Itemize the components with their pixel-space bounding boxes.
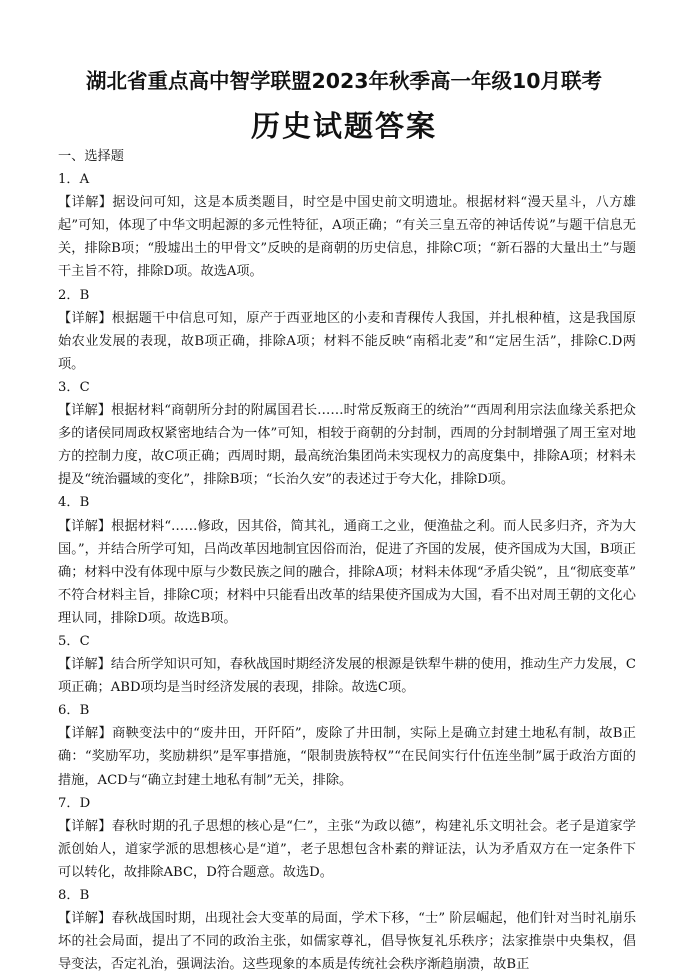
- question-number: 4．B: [58, 495, 90, 511]
- question-number: 3．C: [58, 379, 90, 395]
- answer-body: [58, 145, 636, 976]
- question-item: [58, 792, 636, 884]
- question-explanation: 【详解】商鞅变法中的“废井田，开阡陌”，废除了井田制，实际上是确立封建土地私有制，故B正确：“奖励军功，奖励耕织”是军事措施，“限制贵族特权”“在民间实行什伍连坐制”属于政治方面的措施，ACD与“确立封建土地私有制”无关，排除。: [58, 726, 636, 788]
- question-number: 6．B: [58, 703, 90, 719]
- question-item: [58, 284, 636, 376]
- question-explanation: 【详解】根据题干中信息可知，原产于西亚地区的小麦和青稞传人我国，并扎根种植，这是我国原始农业发展的表现，故B项正确，排除A项；材料不能反映“南稻北麦”和“定居生活”，排除C.D两项。: [58, 310, 636, 372]
- question-explanation: 【详解】据设问可知，这是本质类题目，时空是中国史前文明遗址。根据材料“漫天星斗，八方雄起”可知，体现了中华文明起源的多元性特征，A项正确；“有关三皇五帝的神话传说”与题干信息无关，排除B项；“殷墟出土的甲骨文”反映的是商朝的历史信息，排除C项；“新石器的大量出土”与题干主旨不符，排除D项。故选A项。: [58, 195, 636, 280]
- page-title: 历史试题答案: [250, 109, 437, 143]
- question-item: [58, 168, 636, 283]
- question-explanation: 【详解】结合所学知识可知，春秋战国时期经济发展的根源是铁犁牛耕的使用，推动生产力发展，C项正确；ABD项均是当时经济发展的表现，排除。故选C项。: [58, 657, 636, 696]
- exam-title: 湖北省重点高中智学联盟2023年秋季高一年级10月联考: [85, 69, 603, 93]
- question-number: 8．B: [58, 888, 90, 903]
- question-explanation: 【详解】根据材料“商朝所分封的附属国君长……时常反叛商王的统治”“西周利用宗法血缘关系把众多的诸侯同周政权紧密地结合为一体”可知，相较于商朝的分封制，西周的分封制增强了周王室对地方的控制力度，故C项正确；西周时期，最高统治集团尚未实现权力的高度集中，排除A项；材料未提及“统治疆域的变化”，排除B项；“长治久安”的表述过于夸大化，排除D项。: [58, 403, 636, 488]
- section-heading: 一、选择题: [58, 149, 124, 164]
- question-item: [58, 630, 636, 699]
- question-item: [58, 699, 636, 791]
- question-item: [58, 884, 636, 976]
- question-item: [58, 376, 636, 491]
- question-explanation: 【详解】春秋战国时期，出现社会大变革的局面，学术下移，“士” 阶层崛起，他们针对当时礼崩乐坏的社会局面，提出了不同的政治主张，如儒家尊礼，倡导恢复礼乐秩序；法家推崇中央集权，倡导变法，否定礼治，强调法治。这些现象的本质是传统社会秩序渐趋崩溃，故B正: [58, 911, 636, 973]
- question-explanation: 【详解】春秋时期的孔子思想的核心是“仁”，主张“为政以德”，构建礼乐文明社会。老子是道家学派创始人，道家学派的思想核心是“道”，老子思想包含朴素的辩证法，认为矛盾双方在一定条件下可以转化，故排除ABC，D符合题意。故选D。: [58, 818, 636, 880]
- question-number: 7．D: [58, 795, 91, 811]
- question-number: 5．C: [58, 633, 90, 649]
- question-number: 1．A: [58, 172, 90, 188]
- question-number: 2．B: [58, 287, 90, 303]
- question-item: [58, 491, 636, 630]
- question-explanation: 【详解】根据材料“……修政，因其俗，简其礼，通商工之业，便渔盐之利。而人民多归齐，齐为大国。”，并结合所学可知，吕尚改革因地制宜因俗而治，促进了齐国的发展，使齐国成为大国，B项正确；材料中没有体现中原与少数民族之间的融合，排除A项；材料未体现“矛盾尖锐”，且“彻底变革” 不符合材料主旨，排除C项；材料中只能看出改革的结果使齐国成为大国，看不出对周王朝的文化心理认同，排除D项。故选B项。: [58, 518, 636, 626]
